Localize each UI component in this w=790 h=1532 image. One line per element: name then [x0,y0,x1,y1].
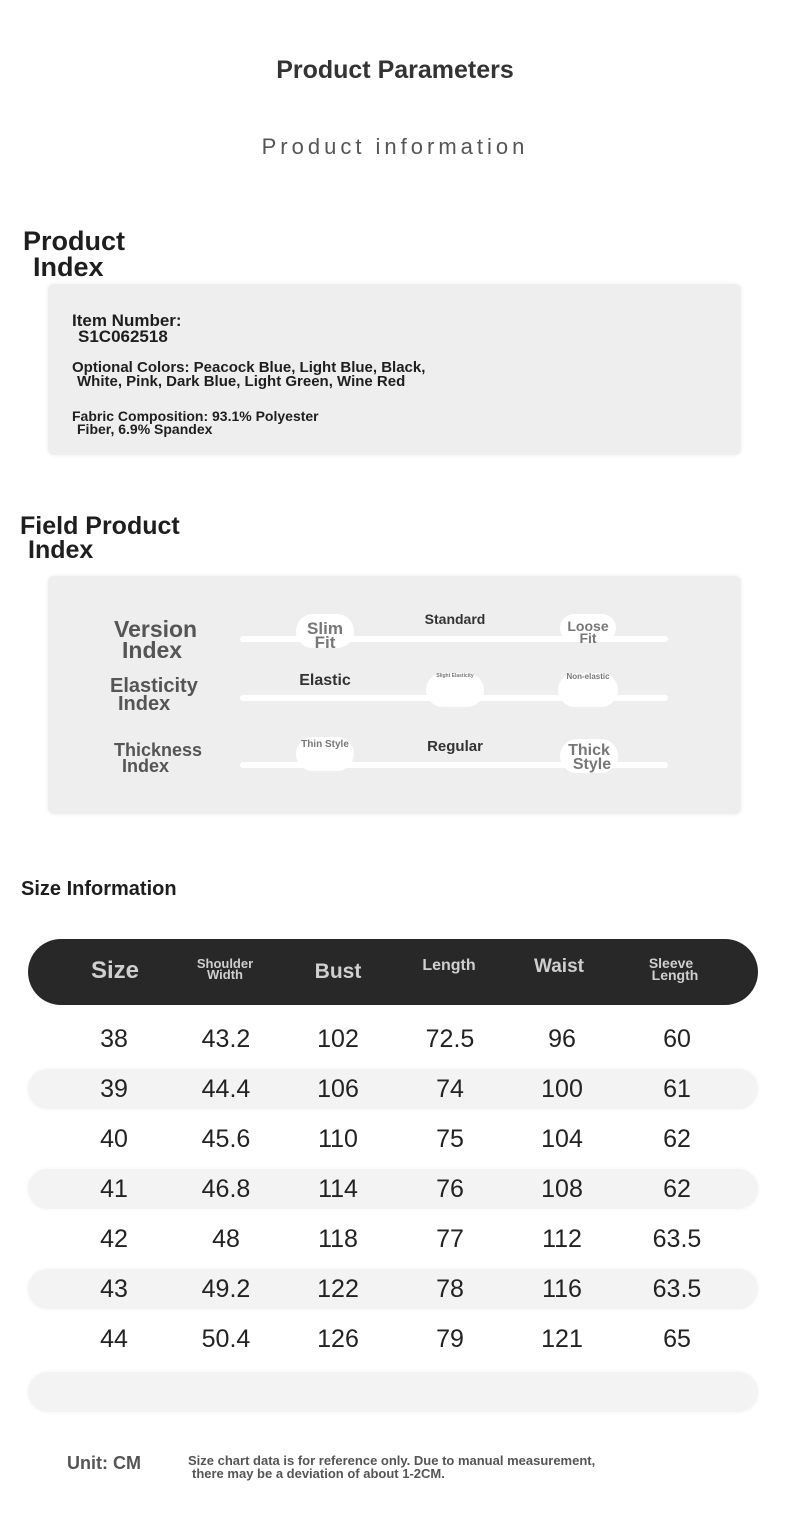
optional-colors-line2: White, Pink, Dark Blue, Light Green, Wine Red [77,373,406,391]
thickness-option-thick [558,744,620,771]
header-sleeve-length [626,955,716,983]
size-information-heading: Size Information [21,878,177,900]
header-sleeve-line2: Length [651,966,699,983]
cell-bust: 102 [317,1025,359,1053]
field-index-heading-line1: Field Product [20,512,180,540]
thickness-label-line1: Thickness [114,740,203,760]
header-shoulder-width [185,956,265,983]
header-shoulder-line2: Width [207,967,243,983]
cell-shoulder: 48 [212,1225,240,1253]
header-sleeve-line1: Sleeve [648,955,694,971]
cell-sleeve: 63.5 [652,1275,702,1303]
table-row [28,1269,758,1309]
cell-waist: 96 [548,1025,576,1053]
item-number-value: S1C062518 [78,327,168,347]
table-row [28,1069,758,1109]
page-title: Product Parameters [276,56,514,84]
table-row [28,1169,758,1209]
version-opt1-line2: Fit [314,633,336,653]
cell-waist: 121 [541,1325,583,1353]
product-index-heading [23,226,126,282]
thickness-option-thin: Thin Style [301,739,349,750]
cell-waist: 108 [541,1175,583,1203]
elasticity-option-slight: Slight Elasticity [436,673,474,679]
table-row [28,1019,758,1059]
cell-shoulder: 44.4 [201,1075,251,1103]
field-index-heading-line2: Index [28,535,94,564]
cell-shoulder: 45.6 [201,1125,251,1153]
note-line2: there may be a deviation of about 1-2CM. [192,1466,445,1481]
version-option-loose-fit [558,618,618,646]
header-size: Size [90,957,140,984]
cell-sleeve: 60 [663,1025,691,1053]
fabric-composition [72,410,319,437]
cell-sleeve: 62 [663,1175,691,1203]
version-opt3-line1: Loose [567,618,609,634]
version-opt3-line2: Fit [579,629,597,646]
table-row [28,1319,758,1359]
field-product-index-heading [20,512,180,564]
cell-length: 78 [436,1275,464,1303]
cell-sleeve: 63.5 [652,1225,702,1253]
thickness-index-label [114,740,203,777]
elasticity-label-line2: Index [118,693,171,715]
header-shoulder-line1: Shoulder [196,956,254,971]
product-index-heading-line2: Index [33,251,104,282]
thickness-opt3-line1: Thick [568,742,610,759]
cell-size: 44 [100,1325,128,1353]
table-row [28,1119,758,1159]
cell-shoulder: 46.8 [201,1175,251,1203]
cell-length: 74 [436,1075,464,1103]
cell-size: 41 [100,1175,128,1203]
optional-colors-line1: Optional Colors: Peacock Blue, Light Blue, Black, [72,359,426,376]
elasticity-option-elastic: Elastic [299,672,351,689]
version-label-line2: Index [122,636,183,663]
size-chart-note [188,1454,595,1480]
cell-bust: 106 [317,1075,359,1103]
thickness-option-regular: Regular [427,738,483,755]
cell-size: 39 [100,1075,128,1103]
cell-sleeve: 65 [663,1325,691,1353]
cell-length: 77 [436,1225,464,1253]
fabric-composition-line2: Fiber, 6.9% Spandex [77,421,213,438]
cell-waist: 112 [542,1225,582,1253]
thickness-opt3-line2: Style [572,755,612,773]
version-label-line1: Version [114,616,198,642]
fabric-composition-line1: Fabric Composition: 93.1% Polyester [72,408,319,424]
cell-sleeve: 61 [663,1075,691,1103]
product-index-heading-line1: Product [23,226,126,256]
version-index-label [114,616,198,663]
cell-waist: 116 [542,1275,582,1303]
size-table-header [28,939,758,1005]
table-row [28,1219,758,1259]
cell-shoulder: 50.4 [201,1325,251,1353]
cell-length: 79 [436,1325,464,1353]
page-subtitle: Product information [261,134,529,159]
version-option-slim-fit [296,619,354,653]
elasticity-index-label [110,677,198,713]
cell-shoulder: 49.2 [201,1275,251,1303]
cell-length: 76 [436,1175,464,1203]
header-waist: Waist [534,956,584,977]
cell-shoulder: 43.2 [201,1025,251,1053]
item-number [72,313,182,345]
cell-bust: 114 [318,1175,358,1203]
header-bust: Bust [314,960,362,983]
version-option-standard: Standard [424,611,486,627]
header-length: Length [422,957,476,974]
cell-length: 75 [436,1125,464,1153]
optional-colors [72,361,425,390]
cell-bust: 122 [317,1275,359,1303]
unit-label: Unit: CM [67,1453,141,1473]
cell-bust: 118 [318,1225,358,1253]
cell-sleeve: 62 [663,1125,691,1153]
cell-bust: 126 [317,1325,359,1353]
thickness-label-line2: Index [122,756,170,777]
cell-size: 43 [100,1275,128,1303]
table-row-empty [28,1372,758,1412]
elasticity-label-line1: Elasticity [110,675,198,697]
cell-bust: 110 [318,1125,358,1153]
version-opt1-line1: Slim [307,619,343,638]
cell-size: 38 [100,1025,128,1053]
cell-waist: 100 [541,1075,583,1103]
cell-waist: 104 [541,1125,583,1153]
cell-size: 42 [100,1225,128,1253]
cell-length: 72.5 [425,1025,475,1053]
note-line1: Size chart data is for reference only. Due to manual measurement, [188,1453,596,1468]
cell-size: 40 [100,1125,128,1153]
elasticity-option-non-elastic: Non-elastic [566,672,610,681]
item-number-label: Item Number: [72,311,182,330]
